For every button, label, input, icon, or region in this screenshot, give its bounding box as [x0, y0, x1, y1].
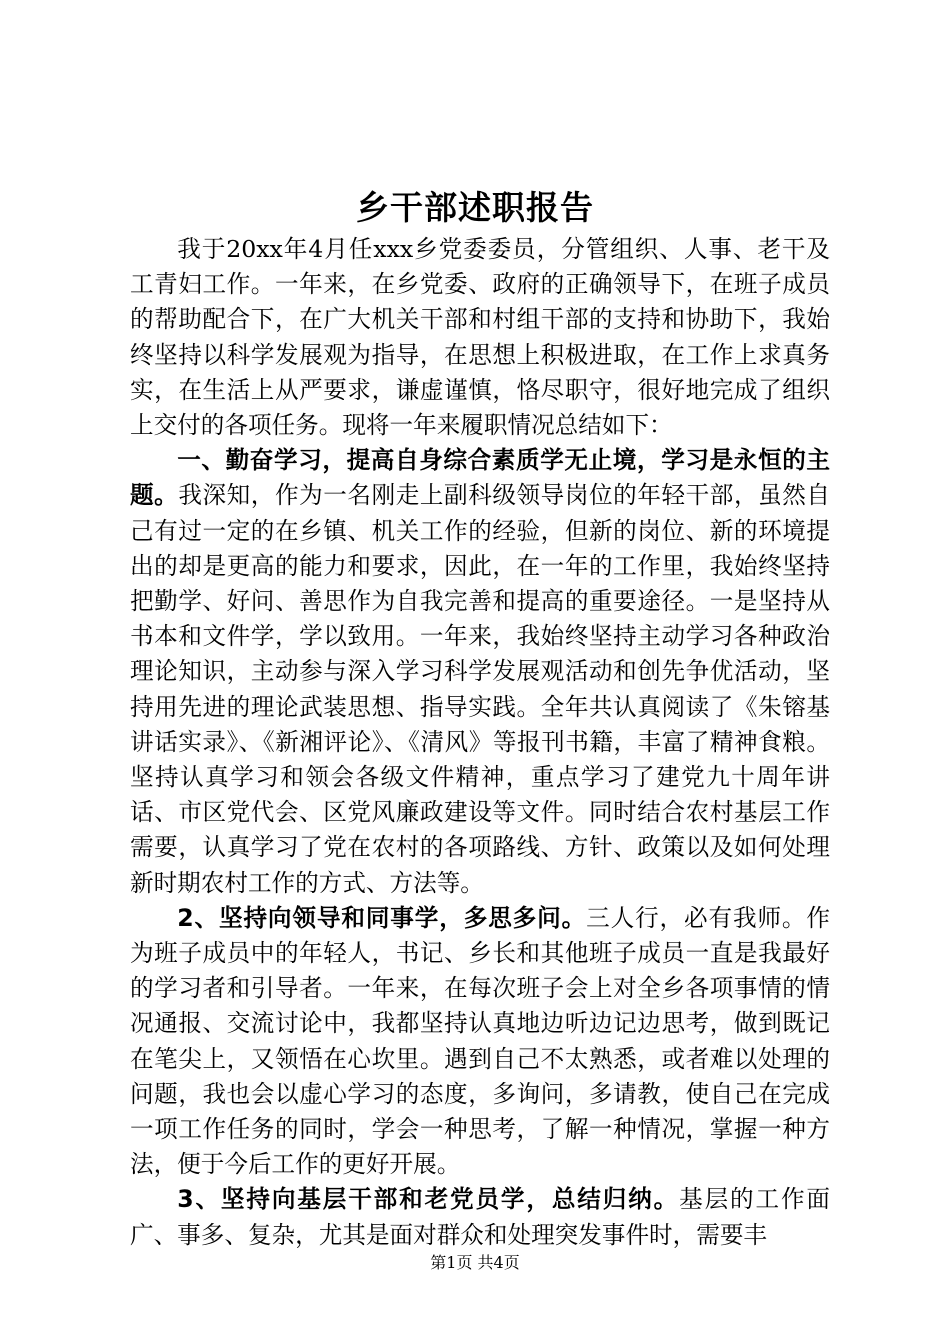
- paragraph-lead: 3、坚持向基层干部和老党员学，总结归纳。: [177, 1185, 680, 1214]
- document-body: [130, 232, 830, 1253]
- paragraph-text: 我于20xx年4月任xxx乡党委委员，分管组织、人事、老干及工青妇工作。一年来，在乡党委、政府的正确领导下，在班子成员的帮助配合下，在广大机关干部和村组干部的支持和协助下，我始终坚持以科学发展观为指导，在思想上积极进取，在工作上求真务实，在生活上从严要求，谦虚谨慎，恪尽职守，很好地完成了组织上交付的各项任务。现将一年来履职情况总结如下：: [130, 235, 830, 440]
- paragraph-section-1: [130, 443, 830, 901]
- paragraph-text: 基层的工作面广、事多、复杂，尤其是面对群众和处理突发事件时，需要丰: [130, 1185, 830, 1249]
- paragraph-lead: 2、坚持向领导和同事学，多思多问。: [177, 903, 587, 932]
- paragraph-text: 三人行，必有我师。作为班子成员中的年轻人，书记、乡长和其他班子成员一直是我最好的学习者和引导者。一年来，在每次班子会上对全乡各项事情的情况通报、交流讨论中，我都坚持认真地边听边记边思考，做到既记在笔尖上，又领悟在心坎里。遇到自己不太熟悉，或者难以处理的问题，我也会以虚心学习的态度，多询问，多请教，使自己在完成一项工作任务的同时，学会一种思考，了解一种情况，掌握一种方法，便于今后工作的更好开展。: [130, 903, 831, 1179]
- paragraph-lead: 一、勤奋学习，提高自身综合素质学无止境，学习是永恒的主题。: [130, 446, 830, 510]
- document-title: 乡干部述职报告: [356, 188, 594, 227]
- paragraph-section-3: [130, 1182, 830, 1252]
- paragraph-text: 我深知，作为一名刚走上副科级领导岗位的年轻干部，虽然自己有过一定的在乡镇、机关工作的经验，但新的岗位、新的环境提出的却是更高的能力和要求，因此，在一年的工作里，我始终坚持把勤学、好问、善思作为自我完善和提高的重要途径。一是坚持从书本和文件学，学以致用。一年来，我始终坚持主动学习各种政治理论知识，主动参与深入学习科学发展观活动和创先争优活动，坚持用先进的理论武装思想、指导实践。全年共认真阅读了《朱镕基讲话实录》、《新湘评论》、《清风》等报刊书籍，丰富了精神食粮。坚持认真学习和领会各级文件精神，重点学习了建党九十周年讲话、市区党代会、区党风廉政建设等文件。同时结合农村基层工作需要，认真学习了党在农村的各项路线、方针、政策以及如何处理新时期农村工作的方式、方法等。: [130, 481, 831, 897]
- paragraph-section-2: [130, 901, 830, 1183]
- paragraph-intro: [130, 232, 830, 443]
- page-footer: 第1页 共4页: [430, 1253, 520, 1272]
